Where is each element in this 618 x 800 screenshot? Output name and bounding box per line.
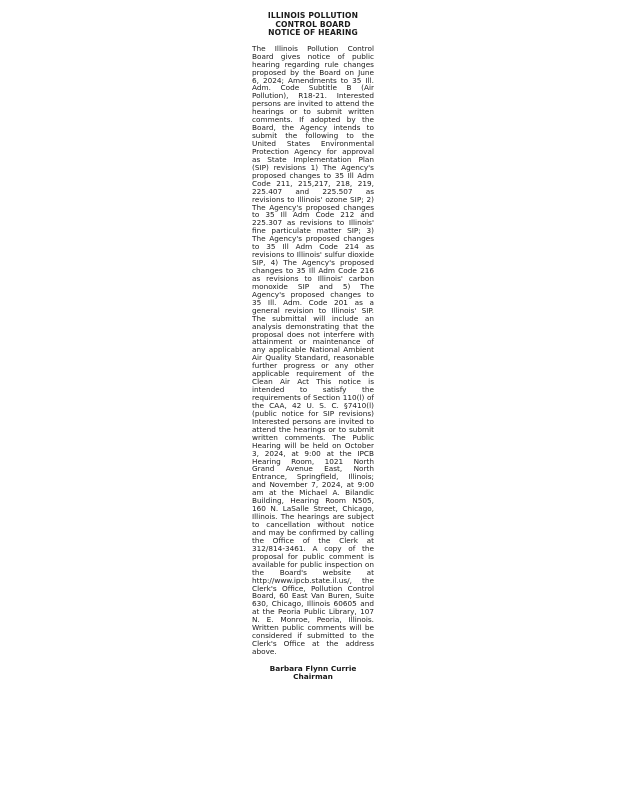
signatory-title: Chairman (293, 672, 333, 682)
heading-line-title: NOTICE OF HEARING (268, 28, 358, 38)
heading-line-agency: ILLINOIS POLLUTION (267, 11, 359, 20)
notice-heading (252, 12, 374, 38)
heading-line-board: CONTROL BOARD (275, 19, 351, 29)
notice-body: The Illinois Pollution Control Board gives notice of public hearing regarding rule changes proposed by the Board on June 6, 2024; Amendments to 35 Ill. Adm. Code Subtitle B (Air Pollution), R18-21. Interested persons are invited to attend the hearings or to submit written comments. If adopted by the Board, the Agency intends to submit the following to the United States Environmental Protection Agency for approval as State Implementation Plan (SIP) revisions 1) The Agency's proposed changes to 35 Ill Adm Code 211, 215,217, 218, 219, 225.407 and 225.507 as revisions to Illinois' ozone SIP; 2) The Agency's proposed changes to 35 Ill Adm Code 212 and 225.307 as revisions to Illinois' fine particulate matter SIP; 3) The Agency's proposed changes to 35 Ill Adm Code 214 as revisions to Illinois' sulfur dioxide SIP, 4) The Agency's proposed changes to 35 Ill Adm Code 216 as revisions to Illinois' carbon monoxide SIP and 5) The Agency's proposed changes to 35 Ill. Adm. Code 201 as a general revision to Illinois' SIP. The submittal will include an analysis demonstrating that the proposal does not interfere with attainment or maintenance of any applicable National Ambient Air Quality Standard, reasonable further progress or any other applicable requirement of the Clean Air Act This notice is intended to satisfy the requirements of Section 110(l) of the CAA, 42 U. S. C. §7410(l) (public notice for SIP revisions) Interested persons are invited to attend the hearings or to submit written comments. The Public Hearing will be held on October 3, 2024, at 9:00 at the IPCB Hearing Room, 1021 North Grand Avenue East, North Entrance, Springfield, Illinois; and November 7, 2024, at 9:00 am at the Michael A. Bilandic Building, Hearing Room N505, 160 N. LaSalle Street, Chicago, Illinois. The hearings are subject to cancellation without notice and may be confirmed by calling the Office of the Clerk at 312/814-3461. A copy of the proposal for public comment is available for public inspection on the Board's website at http://www.ipcb.state.il.us/, the Clerk's Office, Pollution Control Board, 60 East Van Buren, Suite 630, Chicago, Illinois 60605 and at the Peoria Public Library, 107 N. E. Monroe, Peoria, Illinois. Written public comments will be considered if submitted to the Clerk's Office at the address above. (252, 43, 374, 657)
public-notice (252, 12, 374, 681)
signature-block (252, 665, 374, 681)
signatory-name: Barbara Flynn Currie (269, 663, 357, 673)
